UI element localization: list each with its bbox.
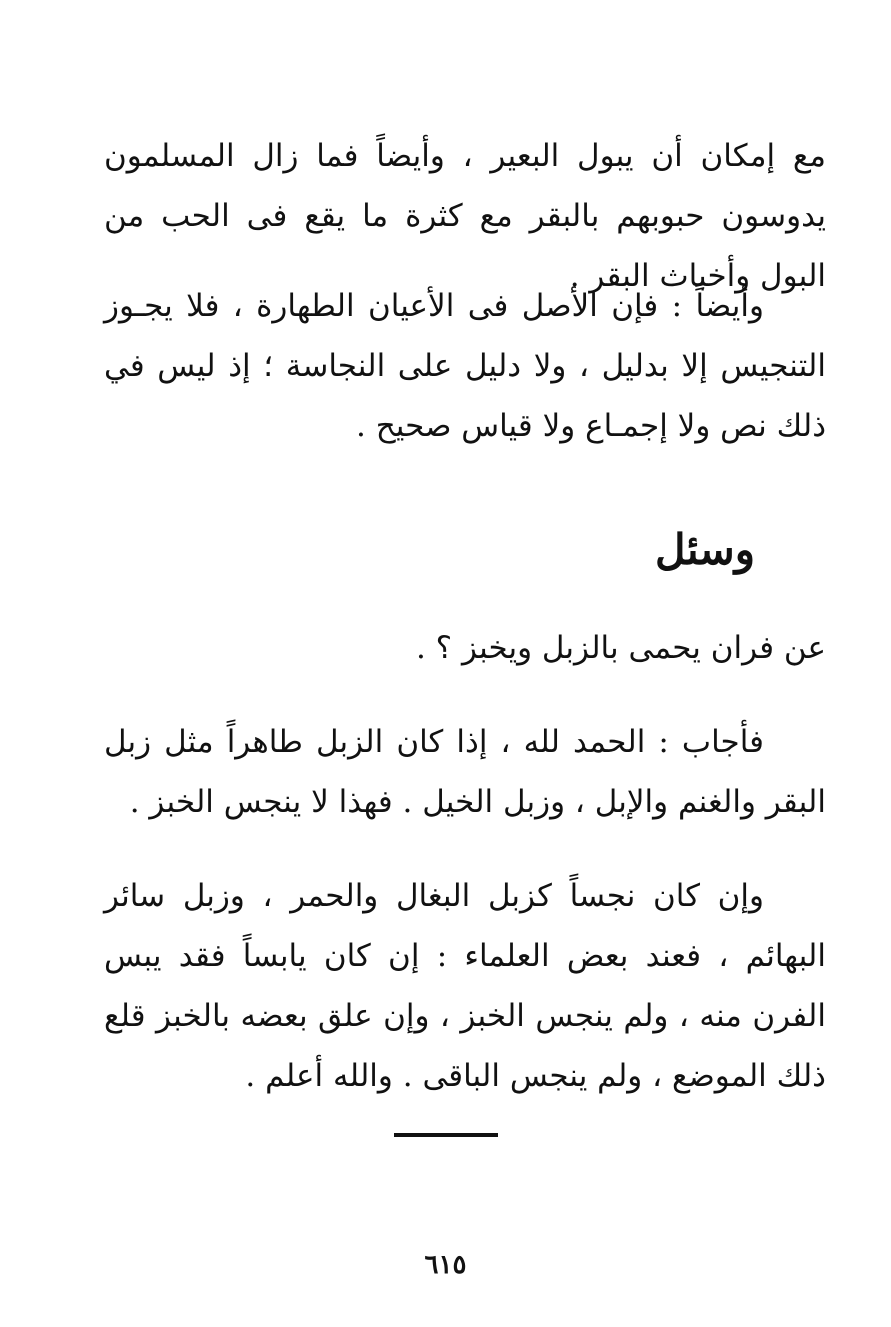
answer-paragraph: فأجاب : الحمد لله ، إذا كان الزبل طاهراً مثل زبل البقر والغنم والإبل ، وزبل الخيل . فهذا لا ينجس الخبز . [104, 724, 826, 820]
question-text: عن فران يحمى بالزبل ويخبز ؟ . [415, 630, 826, 666]
section-heading: وسئل [655, 525, 755, 574]
answer-paragraph-najis: وإن كان نجساً كزبل البغال والحمر ، وزبل سائر البهائم ، فعند بعض العلماء : إن كان يابساً فقد يبس الفرن منه ، ولم ينجس الخبز ، وإن علق بعضه بالخبز قلع ذلك الموضع ، ولم ينجس الباقى . والله أعلم . [104, 878, 826, 1094]
paragraph-continuation: مع إمكان أن يبول البعير ، وأيضاً فما زال المسلمون يدوسون حبوبهم بالبقر مع كثرة ما يقع فى الحب من البول وأخباث البقر . [104, 138, 826, 294]
page-number: ٦١٥ [424, 1250, 467, 1280]
section-divider [394, 1133, 498, 1137]
paragraph-asl-tahara: وأيضاً : فإن الأصل فى الأعيان الطهارة ، فلا يجـوز التنجيس إلا بدليل ، ولا دليل على النجاسة ؛ إذ ليس في ذلك نص ولا إجمـاع ولا قياس صحيح . [104, 288, 826, 444]
